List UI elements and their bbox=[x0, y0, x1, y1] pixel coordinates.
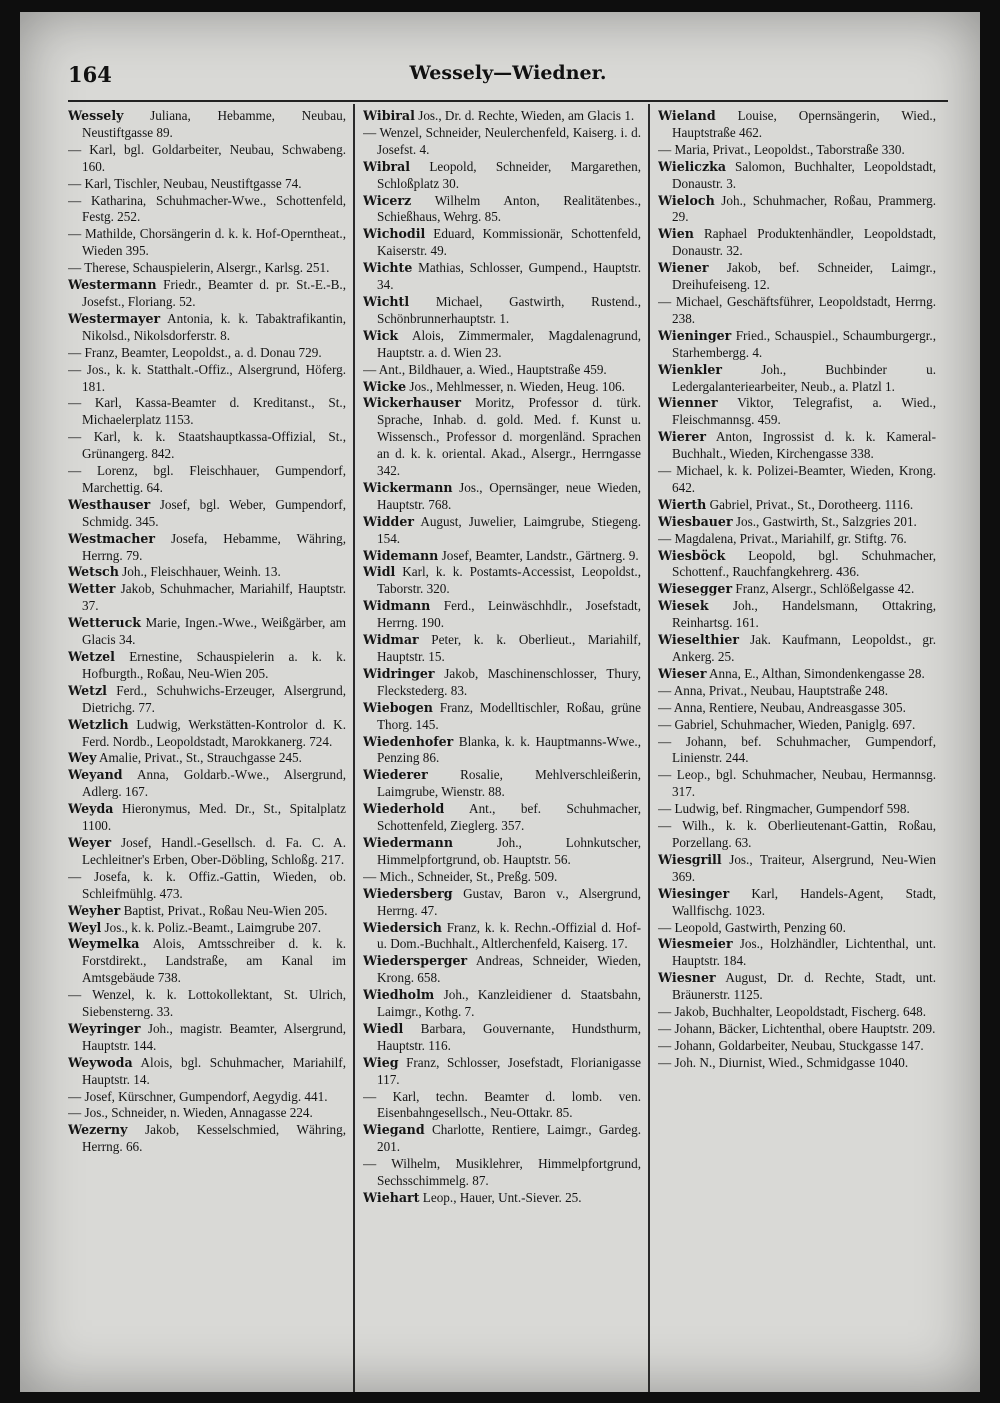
directory-entry bbox=[658, 1021, 936, 1038]
entry-details: — Jos., Schneider, n. Wieden, Annagasse 224. bbox=[68, 1105, 313, 1121]
entry-surname: Wichtl bbox=[363, 293, 410, 309]
entry-details: Blanka, k. k. Hauptmanns-Wwe., Penzing 86. bbox=[377, 733, 641, 766]
directory-entry bbox=[363, 379, 641, 396]
entry-surname: Wezerny bbox=[68, 1122, 128, 1138]
entry-surname: Widl bbox=[363, 564, 396, 580]
entry-surname: Widemann bbox=[363, 547, 439, 563]
directory-entry bbox=[658, 142, 936, 159]
directory-page bbox=[20, 12, 980, 1392]
entry-details: Leopold, bgl. Schuhmacher, Schottenf., Rauchfangkehrerg. 436. bbox=[672, 547, 936, 580]
entry-details: Amalie, Privat., St., Strauchgasse 245. bbox=[96, 750, 302, 766]
directory-entry bbox=[363, 835, 641, 869]
entry-details: — Franz, Beamter, Leopoldst., a. d. Donau 729. bbox=[68, 344, 322, 360]
entry-details: Karl, Handels-Agent, Stadt, Wallfischg. 1023. bbox=[672, 885, 936, 918]
entry-details: — Mathilde, Chorsängerin d. k. k. Hof-Operntheat., Wieden 395. bbox=[68, 226, 346, 259]
entry-surname: Westmacher bbox=[68, 530, 155, 546]
entry-details: — Wilhelm, Musiklehrer, Himmelpfortgrund, Sechsschimmelg. 87. bbox=[363, 1156, 641, 1189]
entry-details: Anna, E., Althan, Simondenkengasse 28. bbox=[706, 665, 925, 681]
entry-details: — Michael, k. k. Polizei-Beamter, Wieden, Krong. 642. bbox=[658, 463, 936, 495]
directory-entry bbox=[68, 311, 346, 345]
directory-entry bbox=[658, 581, 936, 598]
directory-entry bbox=[363, 362, 641, 379]
entry-surname: Wetter bbox=[68, 581, 116, 597]
entry-details: — Ludwig, bef. Ringmacher, Gumpendorf 598. bbox=[658, 801, 910, 817]
entry-details: — Karl, bgl. Goldarbeiter, Neubau, Schwabeng. 160. bbox=[68, 141, 346, 174]
entry-details: — Gabriel, Schuhmacher, Wieden, Paniglg. 697. bbox=[658, 716, 916, 732]
entry-details: — Leopold, Gastwirth, Penzing 60. bbox=[658, 919, 846, 935]
entry-details: Gabriel, Privat., St., Dorotheerg. 1116. bbox=[706, 496, 914, 512]
entry-surname: Widringer bbox=[363, 665, 435, 681]
directory-entry bbox=[658, 1038, 936, 1055]
directory-entry bbox=[68, 581, 346, 615]
entry-details: Jakob, Kesselschmied, Währing, Herrng. 66. bbox=[82, 1122, 346, 1155]
entry-details: Franz, Alsergr., Schlößelgasse 42. bbox=[732, 581, 915, 597]
entry-details: Jos., Gastwirth, St., Salzgries 201. bbox=[732, 513, 917, 529]
entry-surname: Wibral bbox=[363, 158, 411, 174]
entry-details: Ludwig, Werkstätten-Kontrolor d. K. Ferd. Nordb., Leopoldstadt, Marokkanerg. 724. bbox=[82, 716, 346, 749]
entry-details: — Michael, Geschäftsführer, Leopoldstadt, Herrng. 238. bbox=[658, 293, 936, 326]
entry-details: Wilhelm Anton, Realitätenbes., Schießhaus, Wehrg. 85. bbox=[377, 192, 641, 225]
entry-details: Jos., k. k. Poliz.-Beamt., Laimgrube 207. bbox=[101, 919, 321, 935]
directory-entry bbox=[658, 108, 936, 142]
directory-entry bbox=[363, 869, 641, 886]
directory-entry bbox=[363, 1190, 641, 1207]
directory-entry bbox=[363, 108, 641, 125]
entry-surname: Wiesbauer bbox=[658, 513, 733, 529]
entry-surname: Westermayer bbox=[68, 310, 161, 326]
column-2 bbox=[363, 108, 641, 1392]
entry-details: Marie, Ingen.-Wwe., Weißgärber, am Glacis 34. bbox=[82, 615, 346, 648]
directory-entry bbox=[658, 362, 936, 396]
entry-surname: Weyer bbox=[68, 834, 112, 850]
entry-details: — Jakob, Buchhalter, Leopoldstadt, Fischerg. 648. bbox=[658, 1004, 927, 1020]
entry-surname: Wiesner bbox=[658, 970, 716, 986]
entry-surname: Wierer bbox=[658, 429, 707, 445]
directory-entry bbox=[658, 514, 936, 531]
entry-details: Jakob, Maschinenschlosser, Thury, Fleckstederg. 83. bbox=[377, 665, 641, 698]
directory-entry bbox=[68, 987, 346, 1021]
directory-entry bbox=[68, 801, 346, 835]
entry-details: Jos., Dr. d. Rechte, Wieden, am Glacis 1. bbox=[414, 108, 635, 123]
entry-surname: Wiesinger bbox=[658, 885, 730, 901]
entry-details: Fried., Schauspiel., Schaumburgergr., Starhembergg. 4. bbox=[672, 327, 936, 360]
column-divider bbox=[353, 104, 355, 1392]
directory-entry bbox=[658, 666, 936, 683]
directory-entry bbox=[658, 886, 936, 920]
directory-entry bbox=[68, 835, 346, 869]
directory-entry bbox=[68, 108, 346, 142]
entry-surname: Widmann bbox=[363, 598, 431, 614]
directory-entry bbox=[68, 683, 346, 717]
entry-surname: Wetzlich bbox=[68, 716, 129, 732]
entry-surname: Weyand bbox=[68, 767, 123, 783]
entry-surname: Wiedl bbox=[363, 1020, 404, 1036]
directory-entry bbox=[363, 598, 641, 632]
directory-entry bbox=[68, 750, 346, 767]
directory-entry bbox=[68, 920, 346, 937]
entry-surname: Wien bbox=[658, 226, 694, 242]
directory-entry bbox=[363, 548, 641, 565]
entry-surname: Wibiral bbox=[363, 108, 415, 123]
entry-details: Josef, Handl.-Gesellsch. d. Fa. C. A. Lechleitner's Erben, Ober-Döbling, Schloßg. 217. bbox=[82, 834, 346, 867]
directory-entry bbox=[68, 260, 346, 277]
entry-surname: Wicerz bbox=[363, 192, 412, 208]
entry-surname: Widder bbox=[363, 513, 414, 529]
entry-surname: Wiederer bbox=[363, 767, 428, 783]
entry-details: Charlotte, Rentiere, Laimgr., Gardeg. 201. bbox=[377, 1122, 641, 1155]
directory-entry bbox=[363, 700, 641, 734]
directory-entry bbox=[363, 1122, 641, 1156]
entry-details: Joh., Fleischhauer, Weinh. 13. bbox=[118, 564, 281, 580]
entry-details: Joh., Handelsmann, Ottakring, Reinhartsg. 161. bbox=[672, 598, 936, 631]
entry-details: Gustav, Baron v., Alsergrund, Herrng. 47. bbox=[377, 885, 641, 918]
directory-entry bbox=[658, 226, 936, 260]
directory-entry bbox=[363, 886, 641, 920]
entry-details: — Johann, Bäcker, Lichtenthal, obere Hauptstr. 209. bbox=[658, 1020, 936, 1036]
entry-details: Alois, bgl. Schuhmacher, Mariahilf, Hauptstr. 14. bbox=[82, 1054, 346, 1087]
entry-surname: Wiesegger bbox=[658, 581, 733, 597]
directory-entry bbox=[658, 260, 936, 294]
directory-entry bbox=[68, 615, 346, 649]
entry-details: Ernestine, Schauspielerin a. k. k. Hofburgth., Roßau, Neu-Wien 205. bbox=[82, 649, 346, 681]
directory-entry bbox=[658, 497, 936, 514]
entry-details: — Karl, Kassa-Beamter d. Kreditanst., St., Michaelerplatz 1153. bbox=[68, 395, 346, 428]
entry-surname: Wiebogen bbox=[363, 699, 433, 715]
directory-entry bbox=[363, 328, 641, 362]
entry-details: — Katharina, Schuhmacher-Wwe., Schottenfeld, Festg. 252. bbox=[68, 192, 346, 225]
directory-entry bbox=[363, 260, 641, 294]
entry-surname: Wiener bbox=[658, 260, 709, 276]
directory-entry bbox=[363, 480, 641, 514]
entry-details: Jakob, bef. Schneider, Laimgr., Dreihufeiseng. 12. bbox=[672, 260, 936, 293]
entry-surname: Wessely bbox=[68, 108, 124, 123]
entry-surname: Wiehart bbox=[363, 1190, 420, 1205]
entry-details: Alois, Amtsschreiber d. k. k. Forstdirekt., Landstraße, am Kanal im Amtsgebäude 738. bbox=[82, 936, 346, 986]
directory-entry bbox=[68, 277, 346, 311]
entry-surname: Wiesek bbox=[658, 598, 709, 614]
entry-surname: Wicke bbox=[363, 378, 407, 394]
entry-surname: Wetzl bbox=[68, 682, 107, 698]
header-rule bbox=[68, 100, 948, 102]
entry-details: August, Dr. d. Rechte, Stadt, unt. Bräunerstr. 1125. bbox=[672, 970, 936, 1003]
entry-details: — Karl, techn. Beamter d. lomb. ven. Eisenbahngesellsch., Neu-Ottakr. 85. bbox=[363, 1088, 641, 1121]
entry-details: Salomon, Buchhalter, Leopoldstadt, Donaustr. 3. bbox=[672, 158, 936, 191]
entry-details: Karl, k. k. Postamts-Accessist, Leopoldst., Taborstr. 320. bbox=[377, 564, 641, 597]
entry-details: — Wilh., k. k. Oberlieutenant-Gattin, Roßau, Porzellang. 63. bbox=[658, 818, 936, 850]
entry-details: Franz, Modelltischler, Roßau, grüne Thorg. 145. bbox=[377, 699, 641, 732]
entry-surname: Wieland bbox=[658, 108, 716, 123]
entry-details: — Josef, Kürschner, Gumpendorf, Aegydig. 441. bbox=[68, 1088, 328, 1104]
directory-entry bbox=[363, 564, 641, 598]
directory-entry bbox=[363, 514, 641, 548]
entry-surname: Wieser bbox=[658, 665, 707, 681]
entry-surname: Wiedholm bbox=[363, 987, 435, 1003]
directory-entry bbox=[68, 345, 346, 362]
directory-entry bbox=[658, 920, 936, 937]
entry-surname: Weyl bbox=[68, 919, 102, 935]
entry-details: Joh., Kanzleidiener d. Staatsbahn, Laimgr., Kothg. 7. bbox=[377, 987, 641, 1020]
entry-surname: Wiedermann bbox=[363, 834, 453, 850]
entry-details: Louise, Opernsängerin, Wied., Hauptstraße 462. bbox=[672, 108, 936, 140]
entry-surname: Wieselthier bbox=[658, 632, 740, 648]
entry-details: Joh., Lohnkutscher, Himmelpfortgrund, ob. Hauptstr. 56. bbox=[377, 834, 641, 867]
entry-details: Jak. Kaufmann, Leopoldst., gr. Ankerg. 25. bbox=[672, 632, 936, 664]
directory-entry bbox=[658, 193, 936, 227]
directory-entry bbox=[658, 767, 936, 801]
entry-details: Josef, Beamter, Landstr., Gärtnerg. 9. bbox=[438, 547, 639, 563]
directory-entry bbox=[68, 903, 346, 920]
directory-entry bbox=[68, 497, 346, 531]
entry-details: — Anna, Privat., Neubau, Hauptstraße 248. bbox=[658, 682, 889, 698]
page-number: 164 bbox=[68, 62, 112, 87]
entry-details: Leopold, Schneider, Margarethen, Schloßplatz 30. bbox=[377, 158, 641, 191]
directory-entry bbox=[68, 176, 346, 193]
entry-details: — Anna, Rentiere, Neubau, Andreasgasse 305. bbox=[658, 699, 906, 715]
entry-details: Mathias, Schlosser, Gumpend., Hauptstr. 34. bbox=[377, 260, 641, 293]
directory-entry bbox=[363, 987, 641, 1021]
entry-surname: Widmar bbox=[363, 632, 419, 648]
entry-surname: Wienkler bbox=[658, 361, 723, 377]
page-header bbox=[68, 62, 948, 92]
entry-surname: Wieninger bbox=[658, 327, 732, 343]
entry-surname: Wiedersperger bbox=[363, 953, 468, 969]
entry-details: — Karl, Tischler, Neubau, Neustiftgasse 74. bbox=[68, 175, 302, 191]
entry-surname: Weywoda bbox=[68, 1054, 133, 1070]
directory-entry bbox=[68, 1105, 346, 1122]
entry-details: Jos., Opernsänger, neue Wieden, Hauptstr. 768. bbox=[377, 479, 641, 512]
entry-details: Anna, Goldarb.-Wwe., Alsergrund, Adlerg. 167. bbox=[82, 767, 346, 800]
entry-details: Juliana, Hebamme, Neubau, Neustiftgasse 89. bbox=[82, 108, 346, 140]
directory-entry bbox=[68, 717, 346, 751]
entry-surname: Wichte bbox=[363, 260, 413, 276]
entry-details: Michael, Gastwirth, Rustend., Schönbrunnerhauptstr. 1. bbox=[377, 293, 641, 326]
directory-entry bbox=[68, 395, 346, 429]
entry-surname: Westermann bbox=[68, 277, 157, 293]
entry-surname: Wetzel bbox=[68, 649, 115, 664]
directory-entry bbox=[658, 936, 936, 970]
directory-entry bbox=[363, 226, 641, 260]
entry-surname: Weyda bbox=[68, 801, 114, 817]
directory-entry bbox=[658, 395, 936, 429]
entry-details: Moritz, Professor d. türk. Sprache, Inhab. d. gold. Med. f. Kunst u. Wissensch., Professor d. morgenländ. Sprachen an d. k. k. oriental. Akad., Alsergr., Herrngasse 342. bbox=[377, 395, 641, 479]
entry-details: — Jos., k. k. Statthalt.-Offiz., Alsergrund, Höferg. 181. bbox=[68, 361, 346, 394]
entry-surname: Wierth bbox=[658, 496, 707, 512]
column-3 bbox=[658, 108, 936, 1392]
directory-entry bbox=[68, 1122, 346, 1156]
entry-surname: Wetteruck bbox=[68, 615, 141, 631]
entry-surname: Wiesböck bbox=[658, 547, 726, 563]
entry-details: — Therese, Schauspielerin, Alsergr., Karlsg. 251. bbox=[68, 260, 330, 276]
entry-details: — Ant., Bildhauer, a. Wied., Hauptstraße 459. bbox=[363, 361, 607, 377]
entry-details: — Maria, Privat., Leopoldst., Taborstraße 330. bbox=[658, 141, 905, 157]
directory-entry bbox=[658, 159, 936, 193]
entry-details: Anton, Ingrossist d. k. k. Kameral-Buchhalt., Wieden, Kirchengasse 338. bbox=[672, 429, 936, 462]
directory-entry bbox=[658, 734, 936, 768]
entry-details: August, Juwelier, Laimgrube, Stiegeng. 154. bbox=[377, 513, 641, 546]
entry-details: Rosalie, Mehlverschleißerin, Laimgrube, Wienstr. 88. bbox=[377, 767, 641, 800]
entry-surname: Wickerhauser bbox=[363, 395, 461, 411]
entry-details: Baptist, Privat., Roßau Neu-Wien 205. bbox=[120, 902, 328, 918]
entry-surname: Wiegand bbox=[363, 1122, 425, 1138]
directory-entry bbox=[68, 362, 346, 396]
column-divider bbox=[648, 104, 650, 1392]
entry-details: Franz, Schlosser, Josefstadt, Florianigasse 117. bbox=[377, 1054, 641, 1087]
directory-entry bbox=[68, 649, 346, 683]
directory-entry bbox=[658, 598, 936, 632]
directory-entry bbox=[363, 666, 641, 700]
entry-surname: Wieloch bbox=[658, 192, 715, 208]
entry-details: — Wenzel, k. k. Lottokollektant, St. Ulrich, Siebensterng. 33. bbox=[68, 987, 346, 1020]
directory-entry bbox=[363, 1089, 641, 1123]
entry-details: — Lorenz, bgl. Fleischhauer, Gumpendorf, Marchettig. 64. bbox=[68, 463, 346, 495]
entry-details: Leop., Hauer, Unt.-Siever. 25. bbox=[419, 1190, 582, 1205]
entry-details: Josef, bgl. Weber, Gumpendorf, Schmidg. 345. bbox=[82, 496, 346, 529]
entry-surname: Wetsch bbox=[68, 564, 119, 580]
directory-entry bbox=[68, 531, 346, 565]
entry-details: Josefa, Hebamme, Währing, Herrng. 79. bbox=[82, 530, 346, 563]
column-1 bbox=[68, 108, 346, 1392]
directory-entry bbox=[363, 953, 641, 987]
directory-entry bbox=[68, 1021, 346, 1055]
directory-entry bbox=[68, 463, 346, 497]
entry-details: — Johann, bef. Schuhmacher, Gumpendorf, Linienstr. 244. bbox=[658, 733, 936, 766]
entry-details: Andreas, Schneider, Wieden, Krong. 658. bbox=[377, 953, 641, 986]
entry-surname: Weyringer bbox=[68, 1020, 141, 1036]
entry-surname: Wick bbox=[363, 327, 399, 343]
entry-details: — Wenzel, Schneider, Neulerchenfeld, Kaiserg. i. d. Josefst. 4. bbox=[363, 124, 641, 157]
entry-surname: Wiesgrill bbox=[658, 851, 722, 867]
directory-entry bbox=[658, 632, 936, 666]
directory-entry bbox=[658, 1004, 936, 1021]
entry-surname: Wiederhold bbox=[363, 801, 445, 817]
entry-surname: Westhauser bbox=[68, 496, 151, 512]
entry-surname: Wiesmeier bbox=[658, 936, 733, 952]
directory-entry bbox=[68, 193, 346, 227]
entry-details: Peter, k. k. Oberlieut., Mariahilf, Hauptstr. 15. bbox=[377, 632, 641, 664]
entry-details: Barbara, Gouvernante, Hundsthurm, Hauptstr. 116. bbox=[377, 1020, 641, 1053]
directory-entry bbox=[363, 801, 641, 835]
entry-details: — Karl, k. k. Staatshauptkassa-Offizial, St., Grünangerg. 842. bbox=[68, 429, 346, 462]
entry-details: — Joh. N., Diurnist, Wied., Schmidgasse 1040. bbox=[658, 1054, 909, 1070]
directory-entry bbox=[68, 429, 346, 463]
entry-details: Jos., Traiteur, Alsergrund, Neu-Wien 369. bbox=[672, 851, 936, 884]
entry-details: Antonia, k. k. Tabaktrafikantin, Nikolsd., Nikolsdorferstr. 8. bbox=[82, 310, 346, 343]
directory-entry bbox=[658, 717, 936, 734]
entry-surname: Wiedersich bbox=[363, 919, 442, 935]
directory-entry bbox=[363, 294, 641, 328]
directory-entry bbox=[68, 767, 346, 801]
directory-entry bbox=[658, 294, 936, 328]
directory-entry bbox=[68, 564, 346, 581]
entry-details: — Mich., Schneider, St., Preßg. 509. bbox=[363, 868, 558, 884]
entry-details: Friedr., Beamter d. pr. St.-E.-B., Josefst., Floriang. 52. bbox=[82, 277, 346, 309]
directory-entry bbox=[658, 463, 936, 497]
entry-details: Eduard, Kommissionär, Schottenfeld, Kaiserstr. 49. bbox=[377, 226, 641, 259]
entry-surname: Wiedersberg bbox=[363, 885, 453, 901]
running-head: Wessely—Wiedner. bbox=[409, 62, 607, 84]
entry-details: — Johann, Goldarbeiter, Neubau, Stuckgasse 147. bbox=[658, 1037, 924, 1053]
entry-details: Jakob, Schuhmacher, Mariahilf, Hauptstr. 37. bbox=[82, 581, 346, 614]
directory-entry bbox=[658, 700, 936, 717]
directory-entry bbox=[363, 193, 641, 227]
directory-entry bbox=[68, 1055, 346, 1089]
entry-details: Ant., bef. Schuhmacher, Schottenfeld, Zieglerg. 357. bbox=[377, 801, 641, 834]
entry-details: Ferd., Leinwäschhdlr., Josefstadt, Herrng. 190. bbox=[377, 598, 641, 631]
directory-entry bbox=[363, 125, 641, 159]
entry-surname: Wieg bbox=[363, 1054, 399, 1070]
entry-details: Raphael Produktenhändler, Leopoldstadt, Donaustr. 32. bbox=[672, 226, 936, 259]
entry-details: Joh., Schuhmacher, Roßau, Prammerg. 29. bbox=[672, 192, 936, 225]
entry-details: Ferd., Schuhwichs-Erzeuger, Alsergrund, Dietrichg. 77. bbox=[82, 682, 346, 715]
entry-details: Joh., magistr. Beamter, Alsergrund, Hauptstr. 144. bbox=[82, 1020, 346, 1053]
directory-entry bbox=[68, 869, 346, 903]
directory-entry bbox=[363, 920, 641, 954]
entry-details: Alois, Zimmermaler, Magdalenagrund, Hauptstr. a. d. Wien 23. bbox=[377, 327, 641, 360]
entry-details: Jos., Holzhändler, Lichtenthal, unt. Hauptstr. 184. bbox=[672, 936, 936, 969]
directory-entry bbox=[658, 1055, 936, 1072]
entry-details: — Leop., bgl. Schuhmacher, Neubau, Hermannsg. 317. bbox=[658, 767, 936, 800]
entry-surname: Wienner bbox=[658, 395, 718, 411]
entry-surname: Wieliczka bbox=[658, 158, 726, 174]
directory-entry bbox=[363, 632, 641, 666]
entry-surname: Wickermann bbox=[363, 479, 453, 495]
directory-entry bbox=[68, 226, 346, 260]
entry-surname: Wiedenhofer bbox=[363, 733, 454, 749]
entry-details: Viktor, Telegrafist, a. Wied., Fleischmannsg. 459. bbox=[672, 395, 936, 428]
directory-entry bbox=[363, 159, 641, 193]
directory-entry bbox=[363, 1021, 641, 1055]
directory-entry bbox=[658, 683, 936, 700]
entry-details: Franz, k. k. Rechn.-Offizial d. Hof- u. Dom.-Buchhalt., Altlerchenfeld, Kaiserg. 17. bbox=[377, 919, 641, 952]
entry-details: — Josefa, k. k. Offiz.-Gattin, Wieden, ob. Schleifmühlg. 473. bbox=[68, 868, 346, 901]
directory-entry bbox=[68, 936, 346, 987]
entry-surname: Weymelka bbox=[68, 936, 140, 952]
entry-surname: Wichodil bbox=[363, 226, 426, 242]
directory-entry bbox=[68, 1089, 346, 1106]
entry-details: Hieronymus, Med. Dr., St., Spitalplatz 1100. bbox=[82, 801, 346, 834]
directory-entry bbox=[363, 395, 641, 480]
directory-entry bbox=[363, 1156, 641, 1190]
directory-entry bbox=[658, 970, 936, 1004]
entry-surname: Wey bbox=[68, 750, 97, 766]
directory-entry bbox=[658, 429, 936, 463]
directory-entry bbox=[658, 328, 936, 362]
entry-details: — Magdalena, Privat., Mariahilf, gr. Stiftg. 76. bbox=[658, 530, 907, 546]
entry-surname: Weyher bbox=[68, 902, 121, 918]
entry-details: Jos., Mehlmesser, n. Wieden, Heug. 106. bbox=[406, 378, 625, 394]
entry-details: Joh., Buchbinder u. Ledergalanteriearbeiter, Neub., a. Platzl 1. bbox=[672, 361, 936, 394]
directory-entry bbox=[363, 734, 641, 768]
directory-entry bbox=[658, 531, 936, 548]
directory-entry bbox=[363, 1055, 641, 1089]
directory-entry bbox=[658, 852, 936, 886]
directory-entry bbox=[658, 801, 936, 818]
directory-entry bbox=[363, 767, 641, 801]
directory-entry bbox=[658, 818, 936, 852]
directory-entry bbox=[658, 548, 936, 582]
directory-entry bbox=[68, 142, 346, 176]
